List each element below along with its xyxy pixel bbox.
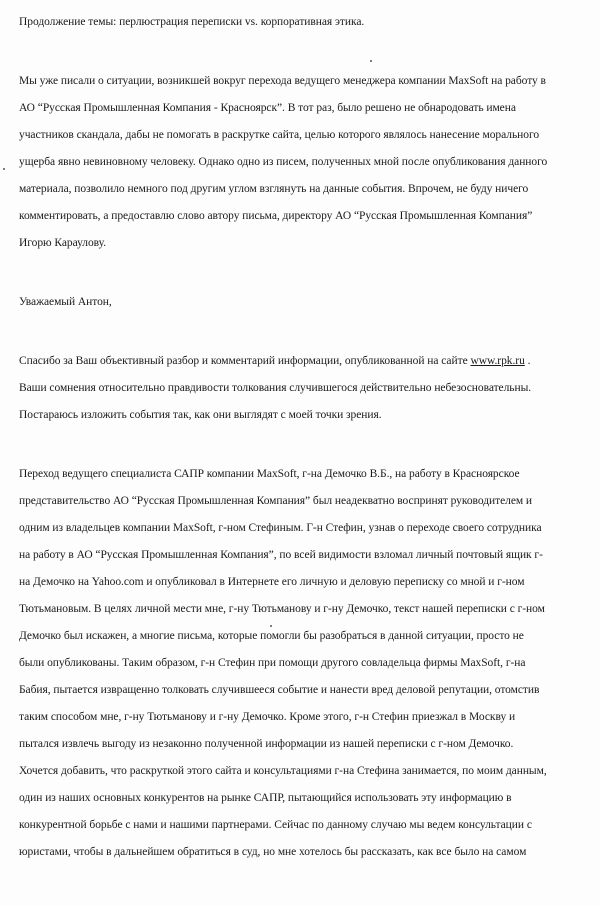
intro-line: материала, позволило немного под другим углом взглянуть на данные события. Впрочем, не буду ничего bbox=[19, 183, 529, 195]
paragraph-2-line: пытался извлечь выгоду из незаконно полученной информации из нашей переписки с г-ном Демочко. bbox=[19, 738, 514, 750]
paragraph-2-line: юристами, чтобы в дальнейшем обратиться в суд, но мне хотелось бы рассказать, как все было на самом bbox=[19, 846, 527, 858]
paragraph-2-line: один из наших основных конкурентов на рынке САПР, пытающийся использовать эту информацию в bbox=[19, 792, 512, 804]
paragraph-2-line: на Демочко на Yahoo.com и опубликовал в Интернете его личную и деловую переписку со мной и г-ном bbox=[19, 576, 525, 588]
intro-line: ущерба явно невиновному человеку. Однако одно из писем, полученных мной после опубликования данного bbox=[19, 156, 548, 168]
intro-line: комментировать, а предоставлю слово автору письма, директору АО “Русская Промышленная Компания” bbox=[19, 210, 533, 222]
paragraph-2-line: были опубликованы. Таким образом, г-н Стефин при помощи другого совладельца фирмы MaxSoft, г-на bbox=[19, 657, 526, 669]
paragraph-2-line: Бабия, пытается извращенно толковать случившееся событие и нанести вред деловой репутации, отомстив bbox=[19, 684, 540, 696]
paragraph-1-line: Постараюсь изложить события так, как они выглядят с моей точки зрения. bbox=[19, 409, 382, 421]
paragraph-1-line: Ваши сомнения относительно правдивости толкования случившегося действительно небезосновательны. bbox=[19, 382, 532, 394]
intro-line: Мы уже писали о ситуации, возникшей вокруг перехода ведущего менеджера компании MaxSoft на работу в bbox=[19, 75, 546, 87]
paragraph-2-line: одним из владельцев компании MaxSoft, г-ном Стефиным. Г-н Стефин, узнав о переходе своего сотрудника bbox=[19, 522, 542, 534]
paragraph-2-line: на работу в АО “Русская Промышленная Компания”, по всей видимости взломал личный почтовый ящик г- bbox=[19, 549, 543, 561]
paragraph-2-line: Демочко был искажен, а многие письма, которые помогли бы разобраться в данной ситуации, просто не bbox=[19, 630, 524, 642]
scan-speck bbox=[370, 60, 372, 62]
paragraph-2-line: представительство АО “Русская Промышленная Компания” был неадекватно воспринят руководителем и bbox=[19, 495, 533, 507]
paragraph-1-trailing: . bbox=[524, 355, 531, 367]
scan-speck bbox=[3, 168, 5, 170]
paragraph-2-line: конкурентной борьбе с нами и нашими партнерами. Сейчас по данному случаю мы ведем консультации с bbox=[19, 819, 532, 831]
document-heading: Продолжение темы: перлюстрация переписки vs. корпоративная этика. bbox=[19, 16, 365, 28]
website-link[interactable]: www.rpk.ru bbox=[470, 355, 525, 367]
intro-line: участников скандала, дабы не помогать в раскрутке сайта, целью которого являлось нанесение морального bbox=[19, 129, 540, 141]
paragraph-2-line: Тютьмановым. В целях личной мести мне, г-ну Тютьманову и г-ну Демочко, текст нашей переписки с г-ном bbox=[19, 603, 545, 615]
intro-line: Игорю Караулову. bbox=[19, 237, 107, 249]
paragraph-1-line bbox=[19, 354, 530, 368]
paragraph-2-line: Переход ведущего специалиста САПР компании MaxSoft, г-на Демочко В.Б., на работу в Красноярское bbox=[19, 468, 520, 480]
paragraph-2-line: Хочется добавить, что раскруткой этого сайта и консультациями г-на Стефина занимается, по моим данным, bbox=[19, 765, 547, 777]
scan-speck bbox=[270, 625, 272, 627]
letter-salutation: Уважаемый Антон, bbox=[19, 296, 112, 308]
paragraph-2-line: таким способом мне, г-ну Тютьманову и г-ну Демочко. Кроме этого, г-н Стефин приезжал в Москву и bbox=[19, 711, 516, 723]
intro-line: АО “Русская Промышленная Компания - Красноярск”. В тот раз, было решено не обнародовать имена bbox=[19, 102, 516, 114]
paragraph-1-text: Спасибо за Ваш объективный разбор и комментарий информации, опубликованной на сайте bbox=[19, 355, 471, 367]
